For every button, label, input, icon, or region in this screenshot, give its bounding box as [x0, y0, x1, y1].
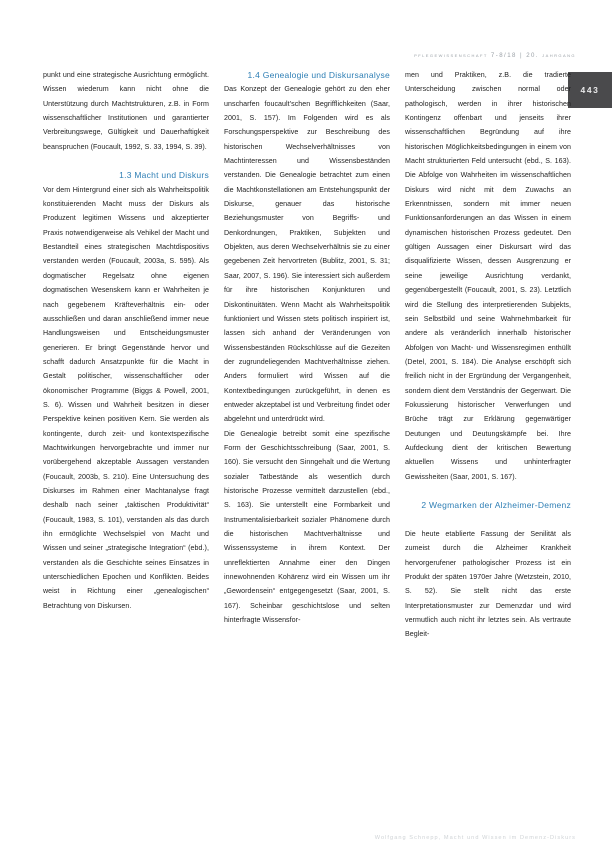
- column-right: [405, 68, 571, 813]
- section-heading-wegmarken-der-alzheimer-demenz: 2 Wegmarken der Alzheimer-Demenz: [421, 500, 571, 511]
- column-left: [43, 68, 209, 813]
- page-number-tab: [568, 72, 612, 108]
- paragraph: Die Genealogie betreibt somit eine spezifische Form der Geschichtsschreibung (Saar, 2001, S. 160). Sie versucht den Sinngehalt und die Wertung sozialer Tatbestände als wesentlich durch historische Prozesse vermittelt darzustellen (ebd., S. 163). Sie unterstellt eine Formbarkeit und Instrumentalisierbarkeit sozialer Phänomene durch die historischen Machtverhältnisse und Wissenssysteme in ihrem Kontext. Der unreflektierten Annahme einer den Dingen innewohnenden Kohärenz wird ein Wissen um ihr „Gewordensein“ entgegengesetzt (Saar, 2001, S. 167). Scheinbar geschichtslose und selten hinterfragte Wissensfor-: [224, 429, 390, 625]
- running-head: pflegewissenschaft 7-8/18 | 20. jahrgang: [414, 52, 576, 59]
- section-heading-macht-und-diskurs: 1.3 Macht und Diskurs: [119, 170, 209, 181]
- paragraph: punkt und eine strategische Ausrichtung ermöglicht. Wissen wiederum kann nicht ohne die Unterstützung durch Machtstrukturen, z.B. in Form wissenschaftlicher Institutionen und garantierter Verbreitungswege, Gültigkeit und Dauerhaftigkeit beanspruchen (Foucault, 1992, S. 33, 1994, S. 39).: [43, 71, 209, 151]
- paragraph-spacer: [43, 154, 209, 168]
- page-number: 443: [580, 85, 600, 95]
- paragraph: Vor dem Hintergrund einer sich als Wahrheitspolitik konstituierenden Macht muss der Diskurs als Produzent legitimen Wissens und akzeptierter Praxis notwendigerweise als Vehikel der Macht und Bestandteil eines strategischen Machtdispositivs verstanden werden (Foucault, 2003a, S. 595). Als dogmatischer Regelsatz ohne eigenen dogmatischen Wesenskern kann er Wahrheiten je nach gegebenem Kräfteverhältnis ein- oder ausschließen und daran anschließend immer neue Handlungsweisen und Entscheidungsmuster generieren. Er bringt Gegenstände hervor und schafft dadurch Ansatzpunkte für die Macht in Gestalt politischer, wissenschaftlicher oder ökonomischer Programme (Biggs & Powell, 2001, S. 6). Wissen und Wahrheit besitzen in dieser Perspektive keinen positiven Kern. Sie werden als kontingente, durch zeit- und kontextspezifische Machtwirkungen hervorgebrachte und immer nur vorübergehend akzeptable Aussagen verstanden (Foucault, 2003b, S. 210). Eine Untersuchung des Diskurses im Rahmen einer Machtanalyse fragt deshalb nach seiner „taktischen Produktivität“ (Foucault, 1983, S. 101), verstanden als das durch ihn ermöglichte Wechselspiel von Macht und Wissen und seiner „strategische Integration“ (ebd.), verstanden als die Geschichte seines Einsatzes in unterschiedlichen Epochen und Konflikten. Beides weist in Richtung einer „genealogischen“ Betrachtung von Diskursen.: [43, 185, 209, 610]
- page-footer: Wolfgang Schnepp, Macht und Wissen im Demenz-Diskurs: [374, 835, 576, 841]
- section-heading-genealogie-und-diskursanalyse: 1.4 Genealogie und Diskursanalyse: [247, 70, 390, 80]
- paragraph-spacer: [405, 484, 571, 498]
- paragraph: men und Praktiken, z.B. die tradierte Unterscheidung zwischen normal oder pathologisch, werden in ihrer historischen Kontingenz offenbart und jenseits ihrer wissenschaftlichen Begründung auf ihre historischen Möglichkeitsbedingungen in einem von Macht strukturierten Feld untersucht (ebd., S. 163). Die Abfolge von Wahrheiten im wissenschaftlichen Diskurs wird nicht mit dem Zuwachs an Erkenntnissen, sondern mit immer neuen Funktionsanforderungen an das Wissen in einem dynamischen historischen Prozess gedeutet. Den gültigen Aussagen einer Diskursart wird das disqualifizierte Wissen, dessen Ausgrenzung er seine jeweilige Ausrichtung verdankt, gegenübergestellt (Foucault, 2001, S. 23). Letztlich wird die Stellung des interpretierenden Subjekts, sein Selbstbild und seine Wahrnehmbarkeit für andere als veränderlich innerhalb historischer Abfolgen von Macht- und Wissensregimen enthüllt (Detel, 2001, S. 184). Die Analyse erschöpft sich freilich nicht in der Ergründung der Vergangenheit, sondern dient dem Verständnis der Gegenwart. Die Fokussierung historischer Verwerfungen und Brüche trägt zur Erklärung gegenwärtiger Deutungen und Deutungskämpfe bei. Ihre Aufdeckung dient der kritischen Bewertung aktuellen Wissens und unhinterfragter Gewissheiten (Saar, 2001, S. 167).: [405, 71, 571, 481]
- paragraph: Das Konzept der Genealogie gehört zu den eher unscharfen foucault'schen Begrifflichkeiten (Saar, 2001, S. 157). Im Folgenden wird es als Forschungsperspektive zur Beschreibung des historischen Wechselverhältnisses von Machtinteressen und Wissensbeständen verstanden. Die Genealogie betrachtet zum einen die Machtkonstellationen am Entstehungspunkt der Diskurse, genauer das historische Beziehungsmuster von Begriffs- und Denkordnungen, Praktiken, Subjekten und Objekten, aus deren Wechselverhältnis sie zu einer gegebenen Zeit hervortreten (Bublitz, 2001, S. 31; Saar, 2007, S. 196). Sie interessiert sich außerdem für ihre historischen Konjunkturen und Diskontinuitäten. Wenn Macht als Wahrheitspolitik funktioniert und Wissen stets politisch inspiriert ist, lassen sich anhand der Veränderungen von Wissensbeständen Rückschlüsse auf die Gezeiten der zugrundeliegenden Machtverhältnisse ziehen. Anders formuliert wird Wissen auf die Kontextbedingungen zurückgeführt, in denen es entweder akzeptabel ist und Verbreitung findet oder abgelehnt und unterdrückt wird.: [224, 85, 390, 424]
- three-column-text-body: [43, 68, 571, 813]
- paragraph-spacer: [405, 513, 571, 527]
- paragraph: Die heute etablierte Fassung der Senilität als zumeist durch die Alzheimer Krankheit hervorgerufener pathologischer Prozess ist ein Produkt der späten 1970er Jahre (Wetzstein, 2010, S. 52). Sie stellt nicht das erste Interpretationsmuster zur Demenzdar und wird vermutlich auch nicht ihr letztes sein. Als vertraute Begleit-: [405, 530, 571, 639]
- column-middle: [224, 68, 390, 813]
